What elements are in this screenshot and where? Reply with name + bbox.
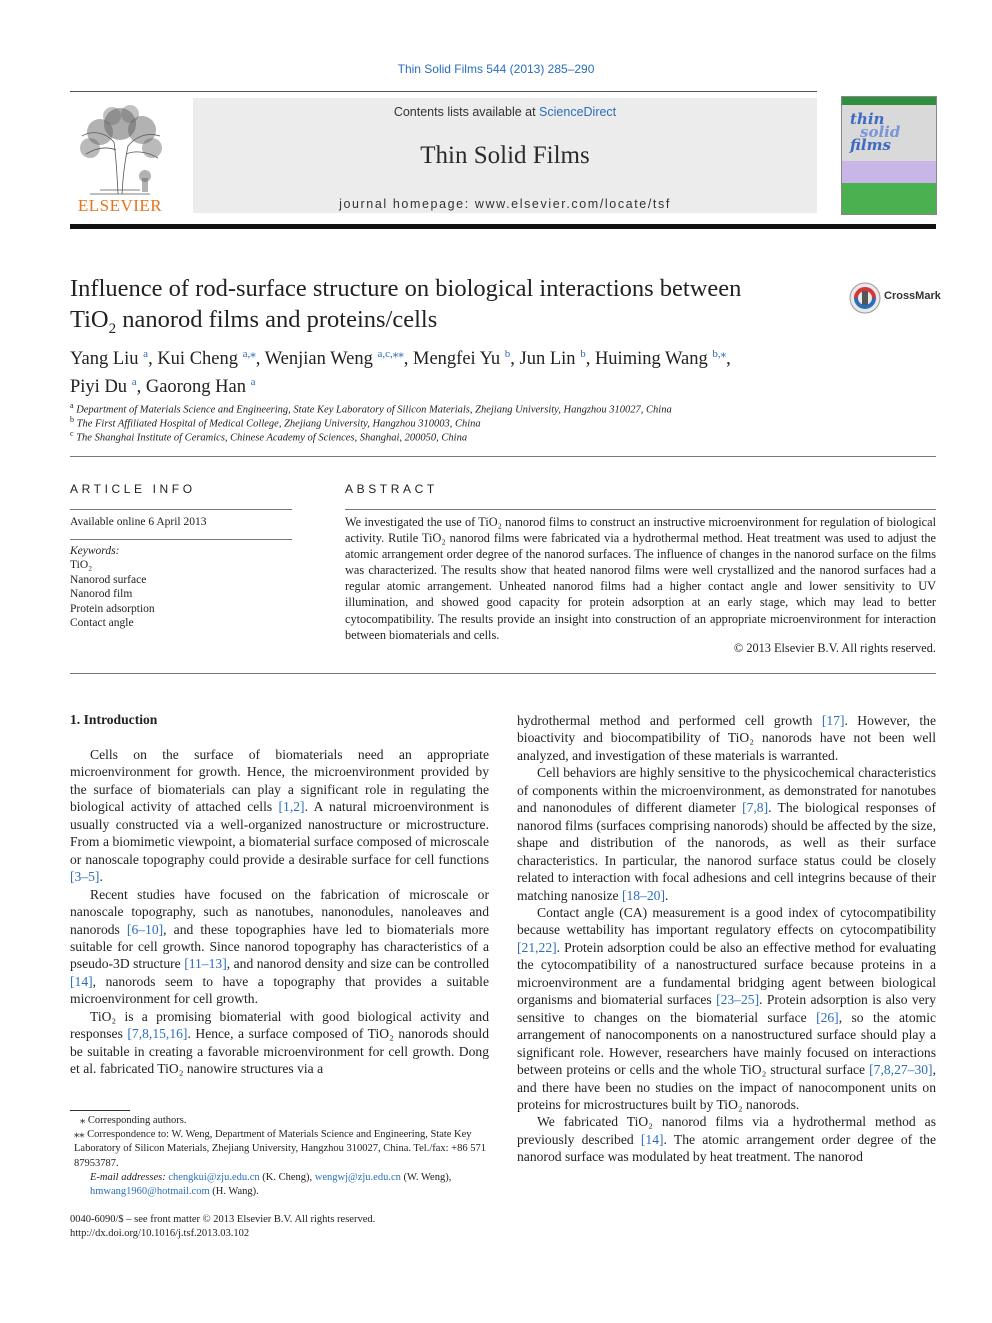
journal-citation[interactable]: Thin Solid Films 544 (2013) 285–290 (397, 62, 595, 76)
citation-link[interactable]: [17] (821, 713, 845, 728)
citation-link[interactable]: [18–20] (621, 887, 665, 903)
cover-title-line1: thin (850, 110, 885, 128)
cover-title-line3: films (850, 136, 891, 154)
keyword: Nanorod surface (70, 573, 147, 586)
paragraph: We fabricated TiO₂ nanorod films via a hydrothermal method as previously described [14]. The atomic arrangement order degree of the nanorod surface was modulated by heat treatment. The nanorod (517, 1114, 936, 1165)
journal-title: Thin Solid Films (420, 142, 590, 169)
footnote-emails: E-mail addresses: chengkui@zju.edu.cn (K. Cheng), wengwj@zju.edu.cn (W. Weng), hmwang1960@hotmail.com (H. Wang). (90, 1171, 452, 1198)
crossmark-label: CrossMark (884, 290, 941, 302)
paragraph: hydrothermal method and performed cell growth [17]. However, the bioactivity and biocompatibility of TiO₂ nanorods have not been well analyzed, and investigation of these materials is warranted. (517, 713, 936, 763)
citation-link[interactable]: [26] (816, 1009, 839, 1025)
citation-link[interactable]: [21,22] (517, 939, 557, 955)
email-link[interactable]: chengkui@zju.edu.cn (168, 1171, 260, 1183)
citation-link[interactable]: [7,8] (742, 800, 769, 816)
citation-link[interactable]: [11–13] (184, 956, 227, 972)
authors-line-2: Piyi Du $^a$, Gaorong Han $^a$ (70, 376, 256, 398)
keyword: Contact angle (70, 617, 134, 629)
affiliation-b: $^b$ The First Affiliated Hospital of Medical College, Zhejiang University, Hangzhou 310003, China (70, 415, 481, 430)
keyword: Nanorod film (70, 588, 133, 600)
paragraph: Contact angle (CA) measurement is a good index of cytocompatibility because wettability has important regulatory effects on cytocompatibility [21,22]. Protein adsorption could be also an effective method for evaluating the cytocompatibility of a nanostructured surface because proteins in a microenvironment are a fundamental bridging agent between biological organisms and biomaterial surfaces [23–25]. Protein adsorption is also very sensitive to changes on the biomaterial surface [26], so the atomic arrangement of nanocomponents on a nanostructured surface should play a significant role. However, researchers have mainly focused on interactions between proteins or cells and the whole TiO₂ structural surface [7,8,27–30], and there have been no studies on the impact of nanocomponent units on proteins for microstructures built by TiO₂ nanorods. (517, 904, 936, 1112)
article-title (70, 273, 830, 345)
doi-link[interactable]: http://dx.doi.org/10.1016/j.tsf.2013.03.102 (70, 1228, 250, 1239)
abstract-rule (345, 509, 936, 510)
left-column (70, 746, 489, 1078)
available-online: Available online 6 April 2013 (70, 516, 207, 528)
keyword: TiO₂ (70, 559, 93, 571)
abstract-text: We investigated the use of TiO₂ nanorod films to construct an instructive microenvironment for regulation of biological activity. Rutile TiO₂ nanorod films were fabricated via a hydrothermal method. Heat treatment was used to adjust the atomic arrangement order degree of the nanorod surfaces. The influence of changes in the nanorod surface on the films was characterized. The results show that heated nanorod films were well crystallized and the nanorod surfaces had a regular atomic arrangement. Unheated nanorod films had a higher contact angle and lower sensitivity to UV illumination, and showed good capacity for protein adsorption at an early stage, which may lead to better cytocompatibility. The results provide an insight into construction of an appropriate microenvironment for interaction between biomaterials and cells. (345, 515, 936, 642)
abstract-copyright: © 2013 Elsevier B.V. All rights reserved. (733, 641, 936, 655)
affiliation-a: $^a$ Department of Materials Science and Engineering, State Key Laboratory of Silicon Materials, Zhejiang University, Hangzhou 310027, China (70, 401, 672, 416)
title-line-1: Influence of rod-surface structure on biological interactions between (70, 275, 742, 302)
authors-line-1: Yang Liu $^a$, Kui Cheng $^{a,⁎}$, Wenjian Weng $^{a,c,⁎⁎}$, Mengfei Yu $^b$, Jun Lin $^b$, Huiming Wang $^{b,⁎}$, (70, 348, 731, 370)
citation-link[interactable]: [7,8,15,16] (127, 1026, 188, 1042)
keyword-list (70, 558, 155, 631)
keywords-label: Keywords: (70, 545, 120, 557)
contents-prefix: Contents lists available at (393, 105, 540, 119)
citation-link[interactable]: [6–10] (126, 921, 164, 937)
keyword: Protein adsorption (70, 602, 155, 615)
abstract-bottom-rule (70, 673, 936, 674)
citation-link[interactable]: [23–25] (716, 992, 760, 1008)
header-thick-rule (70, 224, 936, 229)
journal-cover-thumbnail[interactable] (841, 96, 937, 215)
article-info-heading: ARTICLE INFO (70, 482, 196, 496)
footnote-rule (70, 1110, 130, 1111)
paragraph: TiO₂ is a promising biomaterial with good biological activity and responses [7,8,15,16]. Hence, a surface composed of TiO₂ nanorods should be suitable in creating a favorable microenvironment for cell growth. Dong et al. fabricated TiO₂ nanowire structures via a (70, 1008, 489, 1077)
cover-title-line2: solid (860, 123, 901, 141)
paragraph: Recent studies have focused on the fabrication of microscale or nanoscale topography, such as nanotubes, nanonodules, nanoleaves and nanorods [6–10], and these topographies have led to biomaterials more suitable for cell growth. Since nanorod topography has characteristics of a pseudo-3D structure [11–13], and nanorod density and size can be controlled [14], nanorods seem to have a topography that provides a suitable microenvironment for cell growth. (70, 886, 490, 1007)
email-link[interactable]: hmwang1960@hotmail.com (90, 1186, 210, 1198)
contents-line (193, 105, 817, 119)
citation-link[interactable]: [1,2] (278, 799, 305, 815)
paragraph: Cell behaviors are highly sensitive to the physicochemical characteristics of components within the microenvironment, as demonstrated for nanotubes and nanonodules of different diameter [7,8]. The biological responses of nanorod films (surfaces comprising nanorods) should be affected by the size, shape and distribution of the nanorods, as well as their surface characteristics. In particular, the nanorod surface status could be closely related to interaction with focal adhesions and cell integrins because of their matching nanosize [18–20]. (517, 765, 936, 903)
email-link[interactable]: wengwj@zju.edu.cn (314, 1171, 401, 1183)
sciencedirect-link[interactable]: ScienceDirect (539, 105, 617, 119)
keywords-rule (70, 539, 292, 540)
author-list (70, 343, 870, 399)
citation-link[interactable]: [14] (640, 1131, 664, 1147)
paragraph: Cells on the surface of biomaterials need an appropriate microenvironment for growth. Hence, the microenvironment provided by the surface of biomaterials can play a significant role in regulating the biological activity of attached cells [1,2]. A natural microenvironment is usually constructed via a well-organized nanostructure or microstructure. From a biomimetic viewpoint, a biomaterial surface composed of microscale or nanoscale topography could provide a desirable surface for cell functions [3–5]. (70, 747, 490, 885)
citation-link[interactable]: [7,8,27–30] (869, 1062, 933, 1078)
issn-line: 0040-6090/$ – see front matter © 2013 Elsevier B.V. All rights reserved. (70, 1214, 376, 1225)
citation-link[interactable]: [14] (70, 973, 93, 989)
citation-link[interactable]: [3–5] (70, 869, 100, 885)
crossmark-icon (848, 281, 882, 315)
footnote-corresponding: ⁎ Corresponding authors. ⁎⁎ Correspondence to: W. Weng, Department of Materials Science and Engineering, State Key Laboratory of Silicon Materials, Zhejiang University, Hangzhou 310027, China. Tel./fax: +86 571 87953787. E-mail addresses: chengkui@zju.edu.cn (K. Cheng), wengwj@zju.edu.cn (W. Weng), hmwang1960@hotmail.com (H. Wang). (70, 1114, 490, 1199)
crossmark-badge[interactable] (848, 281, 941, 315)
elsevier-wordmark: ELSEVIER (77, 196, 163, 215)
affiliation-c: $^c$ The Shanghai Institute of Ceramics, Chinese Academy of Sciences, Shanghai, 200050, China (70, 429, 468, 444)
header-top-rule (70, 91, 817, 92)
journal-homepage[interactable]: journal homepage: www.elsevier.com/locate/tsf (339, 197, 671, 211)
right-column (517, 712, 936, 1166)
affiliation-rule (70, 456, 936, 457)
title-line-2: TiO$_2$ nanorod films and proteins/cells (70, 306, 438, 337)
article-info-rule (70, 509, 292, 510)
footnote-correspondence: ⁎⁎ Correspondence to: W. Weng, Department of Materials Science and Engineering, State Key Laboratory of Silicon Materials, Zhejiang University, Hangzhou 310027, China. Tel./fax: +86 571 87953787. (74, 1129, 486, 1169)
section-heading-introduction: 1. Introduction (70, 712, 158, 727)
abstract-heading: ABSTRACT (345, 482, 438, 496)
